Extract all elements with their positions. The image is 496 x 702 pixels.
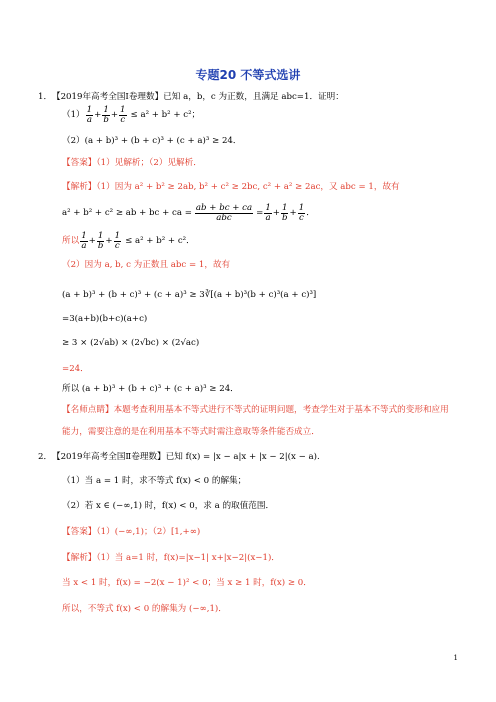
problem-2-analysis-3: 所以，不等式 f(x) < 0 的解集为 (−∞,1)． xyxy=(62,604,227,614)
problem-1-analysis-9: 所以 (a + b)³ + (b + c)³ + (c + a)³ ≥ 24． xyxy=(62,384,239,394)
frac-1-over-c-2: $\frac{1}{c}$ xyxy=(298,203,305,223)
problem-1-tip-1: 【名师点睛】本题考查利用基本不等式进行不等式的证明问题，考查学生对于基本不等式的变形和应用 xyxy=(62,405,449,415)
frac-1-over-b-2: $\frac{1}{b}$ xyxy=(282,203,288,223)
problem-2-answer: 【答案】（1）(−∞,1)；（2）[1,+∞) xyxy=(62,527,201,537)
problem-2-header: 【2019年高考全国Ⅱ卷理数】已知 f(x) = |x − a|x + |x − 2|(x − a). xyxy=(52,452,320,462)
problem-1-analysis-7: ≥ 3 × (2√ab) × (2√bc) × (2√ac) xyxy=(62,338,200,348)
frac-1-over-a-3: $\frac{1}{a}$ xyxy=(81,231,87,251)
page-title: 专题20 不等式选讲 xyxy=(195,68,301,82)
problem-1-analysis-6: =3(a+b)(b+c)(a+c) xyxy=(62,314,148,324)
problem-2-analysis-1: 【解析】（1）当 a=1 时，f(x)=|x−1| x+|x−2|(x−1)． xyxy=(62,553,280,563)
problem-2-number: 2． xyxy=(38,452,53,462)
problem-1-tip-2: 能力，需要注意的是在利用基本不等式时需注意取等条件能否成立． xyxy=(62,427,320,437)
problem-1-analysis-2: a² + b² + c² ≥ ab + bc + ca = $\frac{ab + bc + ca}{\text{abc}}$ = $\frac{1}{a}$ + $\frac{1}{b}$ + $\frac{1}{c}$ ． xyxy=(62,203,315,223)
frac-1-over-c-3: $\frac{1}{c}$ xyxy=(114,231,121,251)
problem-2-q1: （1）当 a = 1 时，求不等式 f(x) < 0 的解集； xyxy=(62,476,247,486)
frac-1-over-b-3: $\frac{1}{b}$ xyxy=(97,231,104,251)
problem-1-analysis-1: 【解析】（1）因为 a² + b² ≥ 2ab, b² + c² ≥ 2bc, c² + a² ≥ 2ac，又 abc = 1，故有 xyxy=(62,182,400,192)
problem-2-analysis-2: 当 x < 1 时，f(x) = −2(x − 1)² < 0；当 x ≥ 1 时，f(x) ≥ 0． xyxy=(62,578,312,588)
problem-2-q2: （2）若 x ∈ (−∞,1) 时，f(x) < 0，求 a 的取值范围． xyxy=(62,501,275,511)
problem-1-q2: （2）(a + b)³ + (b + c)³ + (c + a)³ ≥ 24． xyxy=(62,136,242,146)
q1-label: （1） xyxy=(62,110,85,120)
problem-1-analysis-4: （2）因为 a, b, c 为正数且 abc = 1，故有 xyxy=(62,260,231,270)
problem-1-analysis-3: 所以 $\frac{1}{a}$ + $\frac{1}{b}$ + $\frac{1}{c}$ ≤ a² + b² + c²． xyxy=(62,231,195,251)
q1-rhs: ≤ a² + b² + c²； xyxy=(130,110,201,120)
problem-1-q1: （1） $\frac{1}{a}$ + $\frac{1}{b}$ + $\frac{1}{c}$ ≤ a² + b² + c²； xyxy=(62,105,201,125)
problem-1-number: 1． xyxy=(38,92,53,102)
problem-1-answer: 【答案】（1）见解析；（2）见解析． xyxy=(62,158,202,168)
problem-1-analysis-5: (a + b)³ + (b + c)³ + (c + a)³ ≥ 3∛[(a + b)³(b + c)³(a + c)³] xyxy=(62,290,317,300)
page-number: 1 xyxy=(453,654,458,662)
frac-1-over-c: $\frac{1}{c}$ xyxy=(120,105,126,125)
frac-sum-over-abc: $\frac{ab + bc + ca}{\text{abc}}$ xyxy=(195,203,253,223)
frac-1-over-a-2: $\frac{1}{a}$ xyxy=(265,203,271,223)
problem-1-header: 【2019年高考全国Ⅰ卷理数】已知 a，b，c 为正数，且满足 abc=1．证明： xyxy=(52,92,344,102)
frac-1-over-b: $\frac{1}{b}$ xyxy=(103,105,109,125)
problem-1-analysis-8: =24． xyxy=(62,364,89,374)
frac-1-over-a: $\frac{1}{a}$ xyxy=(86,105,93,125)
